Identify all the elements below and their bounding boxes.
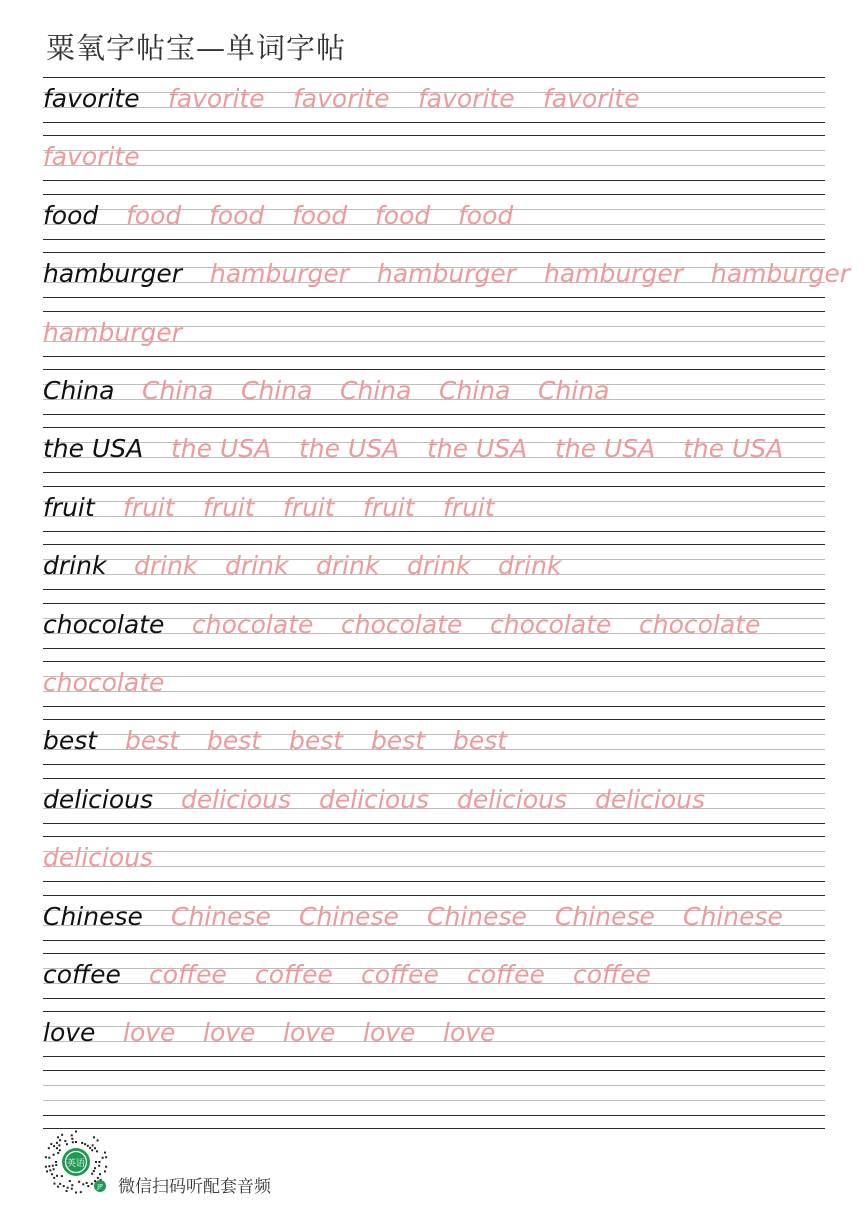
trace-word: drink: [316, 551, 380, 581]
trace-word: Chinese: [555, 901, 655, 931]
ruling-line: [43, 311, 825, 312]
trace-word: fruit: [363, 492, 415, 522]
ruling-line: [43, 940, 825, 941]
model-word: the USA: [43, 434, 144, 464]
ruling-line: [43, 881, 825, 882]
qr-dot: [50, 1143, 52, 1145]
trace-word: food: [209, 200, 265, 230]
qr-dot: [98, 1165, 100, 1167]
qr-dot: [87, 1145, 89, 1147]
qr-dot: [71, 1134, 73, 1136]
ruling-line: [43, 1100, 825, 1101]
practice-row: [43, 778, 825, 836]
trace-word: drink: [407, 551, 471, 581]
ruling-line: [43, 544, 825, 545]
trace-word: chocolate: [192, 609, 314, 639]
qr-dot: [67, 1187, 69, 1189]
ruling-line: [43, 1011, 825, 1012]
ruling-line: [43, 369, 825, 370]
ruling-line: [43, 486, 825, 487]
qr-dot: [49, 1169, 51, 1171]
practice-row: [43, 427, 825, 485]
qr-dot: [97, 1177, 99, 1179]
ruling-line: [43, 603, 825, 604]
ruling-line: [43, 953, 825, 954]
qr-dot: [94, 1167, 96, 1169]
model-word: delicious: [43, 784, 153, 814]
qr-corner-label: JP: [97, 1183, 103, 1191]
qr-dot: [71, 1188, 73, 1190]
trace-word: China: [241, 376, 313, 405]
ruling-line: [43, 1115, 825, 1116]
model-word: Chinese: [43, 901, 143, 931]
qr-dot: [63, 1185, 65, 1187]
trace-word: hamburger: [544, 259, 684, 289]
qr-dot: [53, 1177, 55, 1179]
trace-word: coffee: [467, 960, 545, 989]
qr-dot: [57, 1136, 59, 1138]
qr-dot: [104, 1170, 106, 1172]
ruling-line: [43, 356, 825, 357]
ruling-line: [43, 648, 825, 649]
trace-word: delicious: [181, 784, 291, 814]
ruling-line: [43, 808, 825, 809]
ruling-line: [43, 1056, 825, 1057]
qr-badge-label: 英语: [66, 1159, 86, 1169]
qr-dot: [56, 1147, 58, 1149]
qr-dot: [56, 1175, 58, 1177]
qr-dot: [102, 1157, 104, 1159]
qr-dot: [105, 1166, 107, 1168]
qr-dot: [59, 1139, 61, 1141]
trace-word: hamburger: [377, 259, 517, 289]
ruling-line: [43, 661, 825, 662]
qr-dot: [105, 1156, 107, 1158]
trace-word: drink: [134, 551, 198, 581]
qr-dot: [48, 1147, 50, 1149]
practice-row: [43, 895, 825, 953]
qr-dot: [86, 1182, 88, 1184]
qr-dot: [78, 1181, 80, 1183]
ruling-line: [43, 706, 825, 707]
trace-word: best: [371, 726, 426, 756]
practice-row: [43, 836, 825, 894]
qr-dot: [61, 1175, 63, 1177]
qr-dot: [55, 1164, 57, 1166]
trace-word: delicious: [319, 784, 429, 814]
ruling-line: [43, 866, 825, 867]
qr-dot: [95, 1161, 97, 1163]
practice-row: [43, 252, 851, 310]
practice-row: [43, 661, 825, 719]
trace-word: coffee: [149, 960, 227, 989]
trace-word: coffee: [361, 960, 439, 989]
ruling-line: [43, 135, 825, 136]
trace-word: food: [126, 200, 182, 230]
model-word: hamburger: [43, 259, 183, 289]
ruling-line: [43, 150, 825, 151]
ruling-line: [43, 165, 825, 166]
model-word: food: [43, 200, 99, 230]
trace-word: delicious: [595, 784, 705, 814]
qr-dot: [92, 1144, 94, 1146]
qr-dot: [84, 1143, 86, 1145]
trace-word: fruit: [443, 492, 495, 522]
qr-dot: [51, 1173, 53, 1175]
qr-dot: [53, 1154, 55, 1156]
trace-word: Chinese: [171, 901, 271, 931]
trace-word: love: [443, 1018, 496, 1048]
ruling-line: [43, 719, 825, 720]
trace-word: love: [203, 1018, 256, 1048]
qr-dot: [91, 1183, 93, 1185]
trace-word: favorite: [43, 142, 140, 172]
qr-dot: [80, 1191, 82, 1193]
qr-dot: [53, 1145, 55, 1147]
trace-word: chocolate: [43, 668, 165, 697]
qr-dot: [81, 1142, 83, 1144]
qr-dot: [75, 1192, 77, 1194]
trace-word: love: [123, 1018, 176, 1048]
trace-word: the USA: [683, 434, 784, 464]
trace-word: China: [142, 376, 214, 405]
trace-word: the USA: [427, 434, 528, 464]
ruling-line: [43, 823, 825, 824]
qr-dot: [99, 1161, 101, 1163]
model-word: love: [43, 1018, 96, 1048]
trace-word: favorite: [168, 84, 265, 113]
practice-sheet: [43, 77, 851, 1117]
ruling-line: [43, 531, 825, 532]
qr-dot: [59, 1183, 61, 1185]
qr-dot: [66, 1143, 68, 1145]
ruling-line: [43, 77, 825, 78]
trace-word: coffee: [255, 960, 333, 989]
qr-dot: [71, 1138, 73, 1140]
ruling-line: [43, 895, 825, 896]
trace-word: chocolate: [490, 609, 612, 639]
trace-word: best: [125, 726, 180, 756]
qr-dot: [53, 1168, 55, 1170]
qr-dot: [97, 1139, 99, 1141]
ruling-line: [43, 793, 825, 794]
trace-word: best: [289, 726, 344, 756]
trace-word: Chinese: [427, 901, 527, 931]
practice-row: [43, 603, 825, 661]
practice-row: [43, 77, 825, 135]
practice-row: [43, 544, 825, 602]
qr-dot: [104, 1152, 106, 1154]
ruling-line: [43, 194, 825, 195]
trace-word: drink: [225, 551, 289, 581]
qr-dot: [59, 1149, 61, 1151]
qr-dot: [45, 1156, 47, 1158]
ruling-line: [43, 122, 825, 123]
ruling-line: [43, 239, 825, 240]
qr-dot: [94, 1147, 96, 1149]
trace-word: the USA: [299, 434, 400, 464]
trace-word: chocolate: [341, 609, 463, 639]
qr-dot: [75, 1131, 77, 1133]
trace-word: China: [340, 376, 412, 405]
model-word: chocolate: [43, 609, 165, 639]
practice-row: [43, 719, 825, 777]
practice-row: [43, 1070, 825, 1128]
qr-code-icon[interactable]: [42, 1128, 110, 1196]
trace-word: hamburger: [711, 259, 851, 289]
trace-word: favorite: [293, 84, 390, 113]
qr-dot: [46, 1170, 48, 1172]
qr-dot: [93, 1136, 95, 1138]
trace-word: fruit: [283, 492, 335, 522]
ruling-line: [43, 998, 825, 999]
ruling-line: [43, 1070, 825, 1071]
ruling-line: [43, 1128, 825, 1129]
practice-row: [43, 1011, 825, 1069]
ruling-line: [43, 836, 825, 837]
qr-dot: [58, 1144, 60, 1146]
trace-word: China: [538, 376, 610, 405]
qr-dot: [64, 1140, 66, 1142]
qr-dot: [72, 1141, 74, 1143]
qr-dot: [48, 1165, 50, 1167]
model-word: coffee: [43, 960, 121, 989]
qr-dot: [87, 1185, 89, 1187]
ruling-line: [43, 427, 825, 428]
practice-row: [43, 135, 825, 193]
trace-word: chocolate: [639, 609, 761, 639]
model-word: drink: [43, 551, 107, 581]
ruling-line: [43, 297, 825, 298]
model-word: China: [43, 376, 115, 405]
trace-word: best: [453, 726, 508, 756]
ruling-line: [43, 180, 825, 181]
model-word: best: [43, 726, 98, 756]
qr-dot: [53, 1183, 55, 1185]
trace-word: China: [439, 376, 511, 405]
qr-dot: [45, 1166, 47, 1168]
trace-word: food: [458, 200, 514, 230]
trace-word: fruit: [203, 492, 255, 522]
practice-row: [43, 369, 825, 427]
qr-dot: [82, 1183, 84, 1185]
practice-row: [43, 311, 825, 369]
qr-dot: [91, 1149, 93, 1151]
trace-word: delicious: [457, 784, 567, 814]
qr-dot: [56, 1142, 58, 1144]
trace-word: food: [375, 200, 431, 230]
trace-word: love: [283, 1018, 336, 1048]
trace-word: hamburger: [43, 317, 183, 347]
qr-dot: [93, 1170, 95, 1172]
qr-dot: [52, 1165, 54, 1167]
qr-dot: [61, 1134, 63, 1136]
qr-dot: [48, 1157, 50, 1159]
qr-dot: [91, 1173, 93, 1175]
trace-word: food: [292, 200, 348, 230]
ruling-line: [43, 851, 825, 852]
qr-dot: [57, 1152, 59, 1154]
model-word: favorite: [43, 84, 140, 113]
trace-word: drink: [498, 551, 562, 581]
qr-dot: [99, 1173, 101, 1175]
trace-word: hamburger: [210, 259, 350, 289]
ruling-line: [43, 472, 825, 473]
trace-word: the USA: [171, 434, 272, 464]
trace-word: delicious: [43, 843, 153, 873]
qr-dot: [69, 1180, 71, 1182]
model-word: fruit: [43, 492, 95, 522]
practice-row: [43, 953, 825, 1011]
qr-dot: [71, 1184, 73, 1186]
qr-dot: [66, 1190, 68, 1192]
trace-word: favorite: [418, 84, 515, 113]
trace-word: best: [207, 726, 262, 756]
trace-word: coffee: [573, 960, 651, 989]
qr-dot: [57, 1186, 59, 1188]
ruling-line: [43, 778, 825, 779]
trace-word: love: [363, 1018, 416, 1048]
trace-word: fruit: [123, 492, 175, 522]
practice-row: [43, 486, 825, 544]
qr-dot: [89, 1147, 91, 1149]
qr-dot: [96, 1150, 98, 1152]
ruling-line: [43, 764, 825, 765]
footer-caption: 微信扫码听配套音频: [118, 1177, 271, 1197]
trace-word: Chinese: [299, 901, 399, 931]
ruling-line: [43, 589, 825, 590]
trace-word: favorite: [543, 84, 640, 113]
trace-word: the USA: [555, 434, 656, 464]
qr-dot: [55, 1161, 57, 1163]
page-title: 粟氧字帖宝—单词字帖: [46, 31, 347, 65]
ruling-line: [43, 1085, 825, 1086]
ruling-line: [43, 414, 825, 415]
trace-word: Chinese: [683, 901, 783, 931]
qr-dot: [75, 1141, 77, 1143]
practice-row: [43, 194, 825, 252]
ruling-line: [43, 252, 825, 253]
